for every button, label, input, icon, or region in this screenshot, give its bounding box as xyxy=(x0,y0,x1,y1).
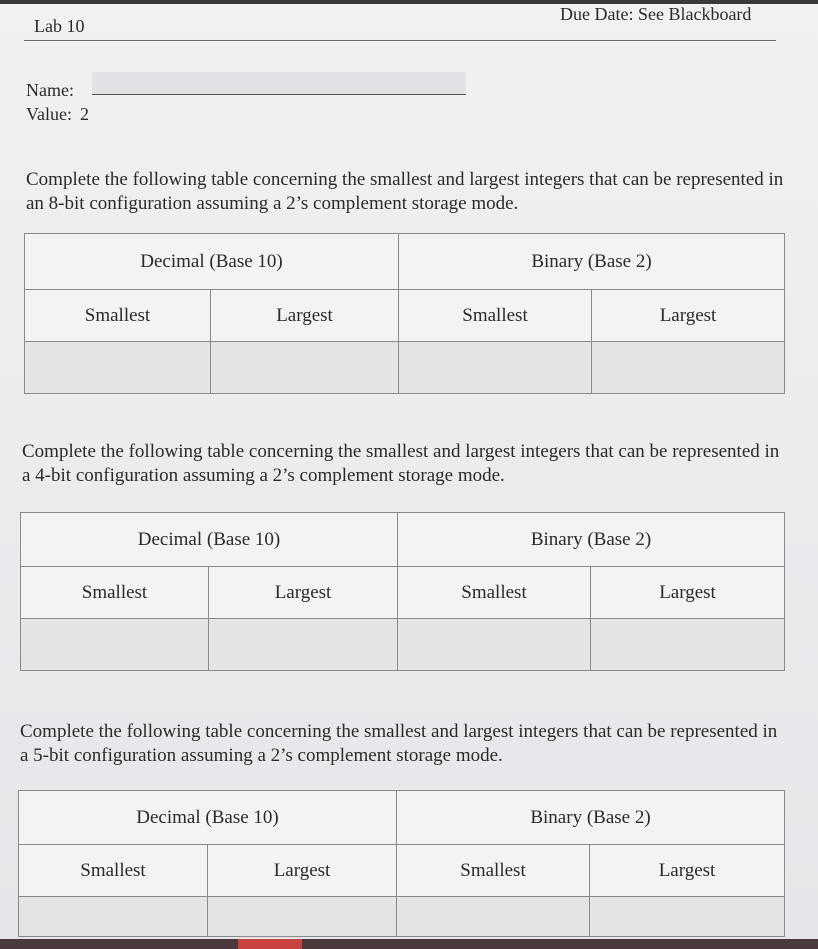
binary-smallest-label: Smallest xyxy=(399,290,592,342)
decimal-header: Decimal (Base 10) xyxy=(19,791,397,845)
binary-largest-answer[interactable] xyxy=(590,897,785,937)
taskbar-strip xyxy=(0,939,818,949)
decimal-smallest-answer[interactable] xyxy=(21,619,209,671)
decimal-largest-label: Largest xyxy=(211,290,399,342)
decimal-largest-answer[interactable] xyxy=(211,342,399,394)
binary-largest-label: Largest xyxy=(590,845,785,897)
name-label: Name: xyxy=(26,80,74,100)
decimal-smallest-label: Smallest xyxy=(19,845,208,897)
binary-smallest-answer[interactable] xyxy=(397,897,590,937)
binary-header: Binary (Base 2) xyxy=(398,513,785,567)
instruction-8-bit: Complete the following table concerning the smallest and largest integers that can be represented in an 8-bit configuration assuming a 2’s complement storage mode. xyxy=(26,169,784,214)
value-label: Value: xyxy=(26,104,72,124)
binary-largest-answer[interactable] xyxy=(592,342,785,394)
binary-smallest-label: Smallest xyxy=(398,567,591,619)
decimal-smallest-answer[interactable] xyxy=(25,342,211,394)
document-page xyxy=(0,4,818,939)
decimal-largest-label: Largest xyxy=(208,845,397,897)
instruction-4-bit: Complete the following table concerning the smallest and largest integers that can be represented in a 4-bit configuration assuming a 2’s complement storage mode. xyxy=(22,441,780,486)
binary-header: Binary (Base 2) xyxy=(399,234,785,290)
decimal-header: Decimal (Base 10) xyxy=(25,234,399,290)
decimal-largest-label: Largest xyxy=(209,567,398,619)
decimal-largest-answer[interactable] xyxy=(209,619,398,671)
table-5-bit xyxy=(18,790,785,937)
table-4-bit xyxy=(20,512,785,671)
binary-smallest-answer[interactable] xyxy=(399,342,592,394)
binary-header: Binary (Base 2) xyxy=(397,791,785,845)
binary-largest-label: Largest xyxy=(591,567,785,619)
value-amount: 2 xyxy=(79,104,89,124)
taskbar-tab[interactable] xyxy=(238,939,302,949)
header-divider xyxy=(24,40,776,41)
lab-title: Lab 10 xyxy=(34,16,85,36)
decimal-smallest-label: Smallest xyxy=(21,567,209,619)
decimal-header: Decimal (Base 10) xyxy=(21,513,398,567)
decimal-smallest-answer[interactable] xyxy=(19,897,208,937)
decimal-smallest-label: Smallest xyxy=(25,290,211,342)
decimal-largest-answer[interactable] xyxy=(208,897,397,937)
table-8-bit xyxy=(24,233,785,394)
binary-smallest-label: Smallest xyxy=(397,845,590,897)
due-date: Due Date: See Blackboard xyxy=(560,4,752,24)
value-line xyxy=(26,104,89,125)
binary-smallest-answer[interactable] xyxy=(398,619,591,671)
binary-largest-answer[interactable] xyxy=(591,619,785,671)
binary-largest-label: Largest xyxy=(592,290,785,342)
name-input[interactable] xyxy=(92,72,466,95)
instruction-5-bit: Complete the following table concerning the smallest and largest integers that can be represented in a 5-bit configuration assuming a 2’s complement storage mode. xyxy=(20,721,778,766)
